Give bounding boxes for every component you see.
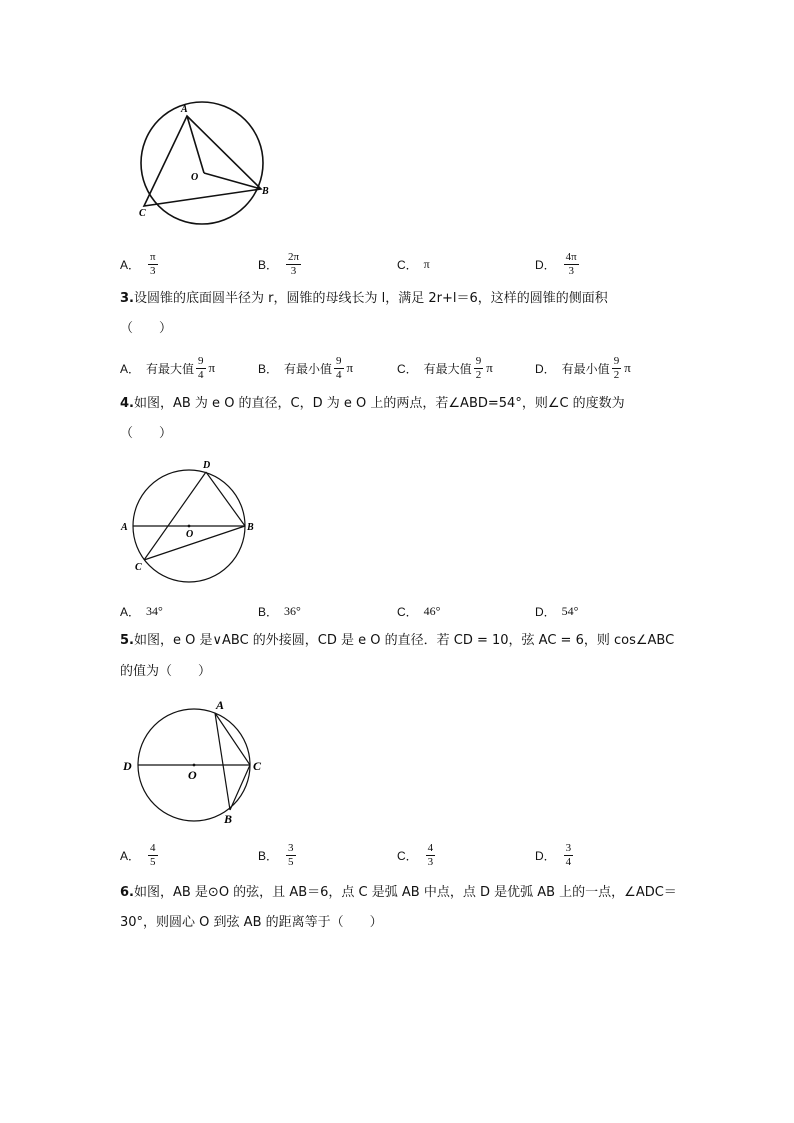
fraction: $\frac{3}{4}$ xyxy=(565,841,572,868)
question-number: 4. xyxy=(120,396,134,411)
question-number: 6. xyxy=(120,885,134,900)
fraction: $\frac{\pi}{3}$ xyxy=(150,250,156,277)
q5-option-d[interactable]: D． $\frac{3}{4}$ xyxy=(535,841,572,868)
center-dot xyxy=(188,525,191,528)
q2-options xyxy=(120,248,680,280)
question-6 xyxy=(120,884,680,902)
question-number: 3. xyxy=(120,291,134,306)
label-a: A xyxy=(216,698,225,712)
q2-option-c[interactable]: C． π xyxy=(397,256,430,272)
fraction: $\frac{9}{2}$ xyxy=(475,354,482,381)
q4-options xyxy=(120,595,680,627)
fraction: $\frac{2\pi}{3}$ xyxy=(288,250,300,277)
label-o: O xyxy=(191,172,199,183)
q3-option-c[interactable]: C． 有最大值 $\frac{9}{2}$ π xyxy=(397,354,493,381)
segment-bc xyxy=(230,765,250,810)
question-text: 如图，AB 为 e O 的直径，C，D 为 e O 上的两点，若∠ABD=54°，则∠C 的度数为 xyxy=(133,396,625,411)
q3-options xyxy=(120,352,680,384)
q2-option-b[interactable]: B． $\frac{2\pi}{3}$ xyxy=(258,250,300,277)
question-6-continued: 30°，则圆心 O 到弦 AB 的距离等于（ ） xyxy=(120,915,383,930)
label-a: A xyxy=(181,104,188,115)
fraction: $\frac{4\pi}{3}$ xyxy=(565,250,577,277)
q3-option-a[interactable]: A． 有最大值 $\frac{9}{4}$ π xyxy=(120,354,216,381)
question-number: 5. xyxy=(120,633,134,648)
segment-db xyxy=(206,472,245,526)
label-b: B xyxy=(247,522,254,533)
figure-4-circle-diameter xyxy=(118,456,268,576)
label-c: C xyxy=(139,208,146,219)
q5-option-c[interactable]: C． $\frac{4}{3}$ xyxy=(397,841,434,868)
figure-5-circle-diameter xyxy=(118,696,273,828)
question-3 xyxy=(120,290,680,308)
fraction: $\frac{9}{2}$ xyxy=(613,354,620,381)
answer-paren: （ ） xyxy=(120,321,173,336)
answer-paren: （ ） xyxy=(120,426,173,441)
question-text: 如图，AB 是⊙O 的弦，且 AB＝6，点 C 是弧 AB 中点，点 D 是优弧 AB 上的一点，∠ADC＝ xyxy=(133,885,677,900)
circle-o xyxy=(141,102,263,224)
question-4 xyxy=(120,395,680,413)
segment-ab xyxy=(215,713,230,810)
figure-1-circle-triangle xyxy=(125,100,285,225)
center-dot xyxy=(193,764,196,767)
q4-option-a[interactable]: A． 34° xyxy=(120,603,163,619)
question-text: 设圆锥的底面圆半径为 r，圆锥的母线长为 l，满足 2r+l＝6，这样的圆锥的侧面积 xyxy=(133,291,608,306)
segment-dc xyxy=(144,472,206,560)
q3-option-d[interactable]: D． 有最小值 $\frac{9}{2}$ π xyxy=(535,354,631,381)
label-a: A xyxy=(121,522,128,533)
fraction: $\frac{4}{3}$ xyxy=(427,841,434,868)
question-text: 如图，e O 是∨ABC 的外接圆，CD 是 e O 的直径．若 CD = 10，弦 AC = 6，则 cos∠ABC xyxy=(133,633,675,648)
q2-option-a[interactable]: A． $\frac{\pi}{3}$ xyxy=(120,250,156,277)
q5-option-b[interactable]: B． $\frac{3}{5}$ xyxy=(258,841,294,868)
question-5-continued: 的值为（ ） xyxy=(120,664,212,679)
label-b: B xyxy=(262,186,269,197)
q4-option-b[interactable]: B． 36° xyxy=(258,603,301,619)
q3-option-b[interactable]: B． 有最小值 $\frac{9}{4}$ π xyxy=(258,354,354,381)
q4-option-d[interactable]: D． 54° xyxy=(535,603,579,619)
fraction: $\frac{9}{4}$ xyxy=(198,354,204,381)
triangle-abc xyxy=(144,116,261,206)
fraction: $\frac{9}{4}$ xyxy=(336,354,342,381)
q4-option-c[interactable]: C． 46° xyxy=(397,603,441,619)
segment-cb xyxy=(144,526,245,560)
q5-option-a[interactable]: A． $\frac{4}{5}$ xyxy=(120,841,156,868)
label-o: O xyxy=(188,768,197,782)
fraction: $\frac{4}{5}$ xyxy=(150,841,156,868)
label-c: C xyxy=(135,562,142,573)
label-d: D xyxy=(123,759,132,773)
label-c: C xyxy=(253,759,262,773)
fraction: $\frac{3}{5}$ xyxy=(288,841,294,868)
label-d: D xyxy=(203,460,211,471)
q5-options xyxy=(120,839,680,871)
q2-option-d[interactable]: D． $\frac{4\pi}{3}$ xyxy=(535,250,577,277)
label-b: B xyxy=(224,812,233,826)
segment-ac xyxy=(215,713,250,765)
question-5 xyxy=(120,632,680,650)
label-o: O xyxy=(186,529,194,540)
